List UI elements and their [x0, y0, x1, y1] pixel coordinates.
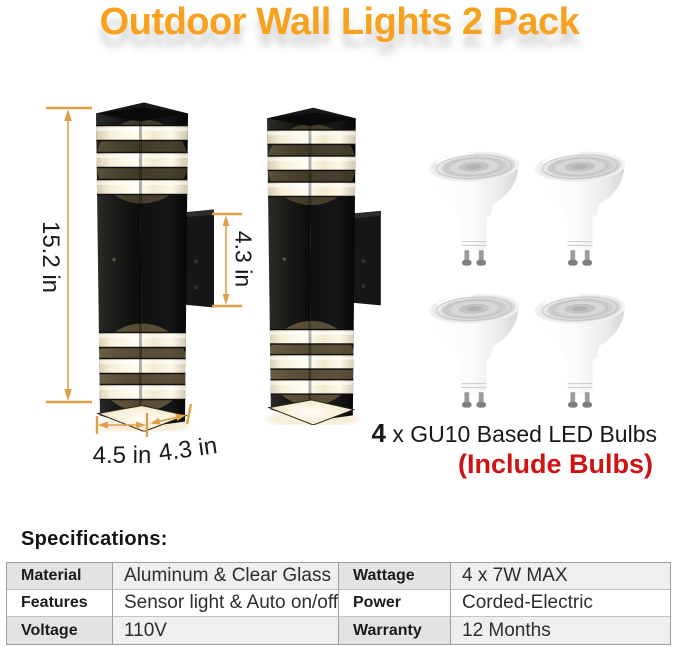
bulb-count: 4 [371, 418, 386, 448]
wall-light-fixture-left [88, 95, 218, 432]
spec-label-material: Material [7, 563, 113, 590]
bulb-caption [372, 418, 658, 449]
page-title: Outdoor Wall Lights 2 Pack [99, 1, 580, 43]
spec-value-warranty: 12 Months [451, 617, 670, 644]
specifications-table [6, 562, 671, 645]
spec-value-voltage: 110V [113, 617, 339, 644]
spec-label-wattage: Wattage [339, 563, 451, 590]
dimension-label-bracket-height: 4.3 in [230, 230, 257, 288]
spec-value-material: Aluminum & Clear Glass [113, 563, 339, 590]
bulb-caption-text: x GU10 Based LED Bulbs [385, 421, 657, 447]
dimension-label-base-width: 4.5 in [92, 442, 152, 469]
wall-light-fixture-right [257, 101, 387, 425]
spec-value-features: Sensor light & Auto on/off [113, 590, 339, 617]
dimension-label-base-depth: 4.3 in [156, 432, 219, 467]
spec-label-voltage: Voltage [7, 617, 113, 644]
gu10-bulb-top-left [426, 146, 522, 270]
gu10-bulb-top-right [532, 146, 628, 270]
spec-label-features: Features [7, 590, 113, 617]
dimension-label-height: 15.2 in [37, 220, 64, 294]
include-bulbs-note: (Include Bulbs) [458, 449, 653, 479]
spec-label-warranty: Warranty [339, 617, 451, 644]
spec-label-power: Power [339, 590, 451, 617]
gu10-bulb-bottom-right [532, 288, 628, 412]
spec-value-wattage: 4 x 7W MAX [451, 563, 670, 590]
spec-value-power: Corded-Electric [451, 590, 670, 617]
specifications-heading: Specifications: [21, 528, 168, 550]
gu10-bulb-bottom-left [426, 288, 522, 412]
